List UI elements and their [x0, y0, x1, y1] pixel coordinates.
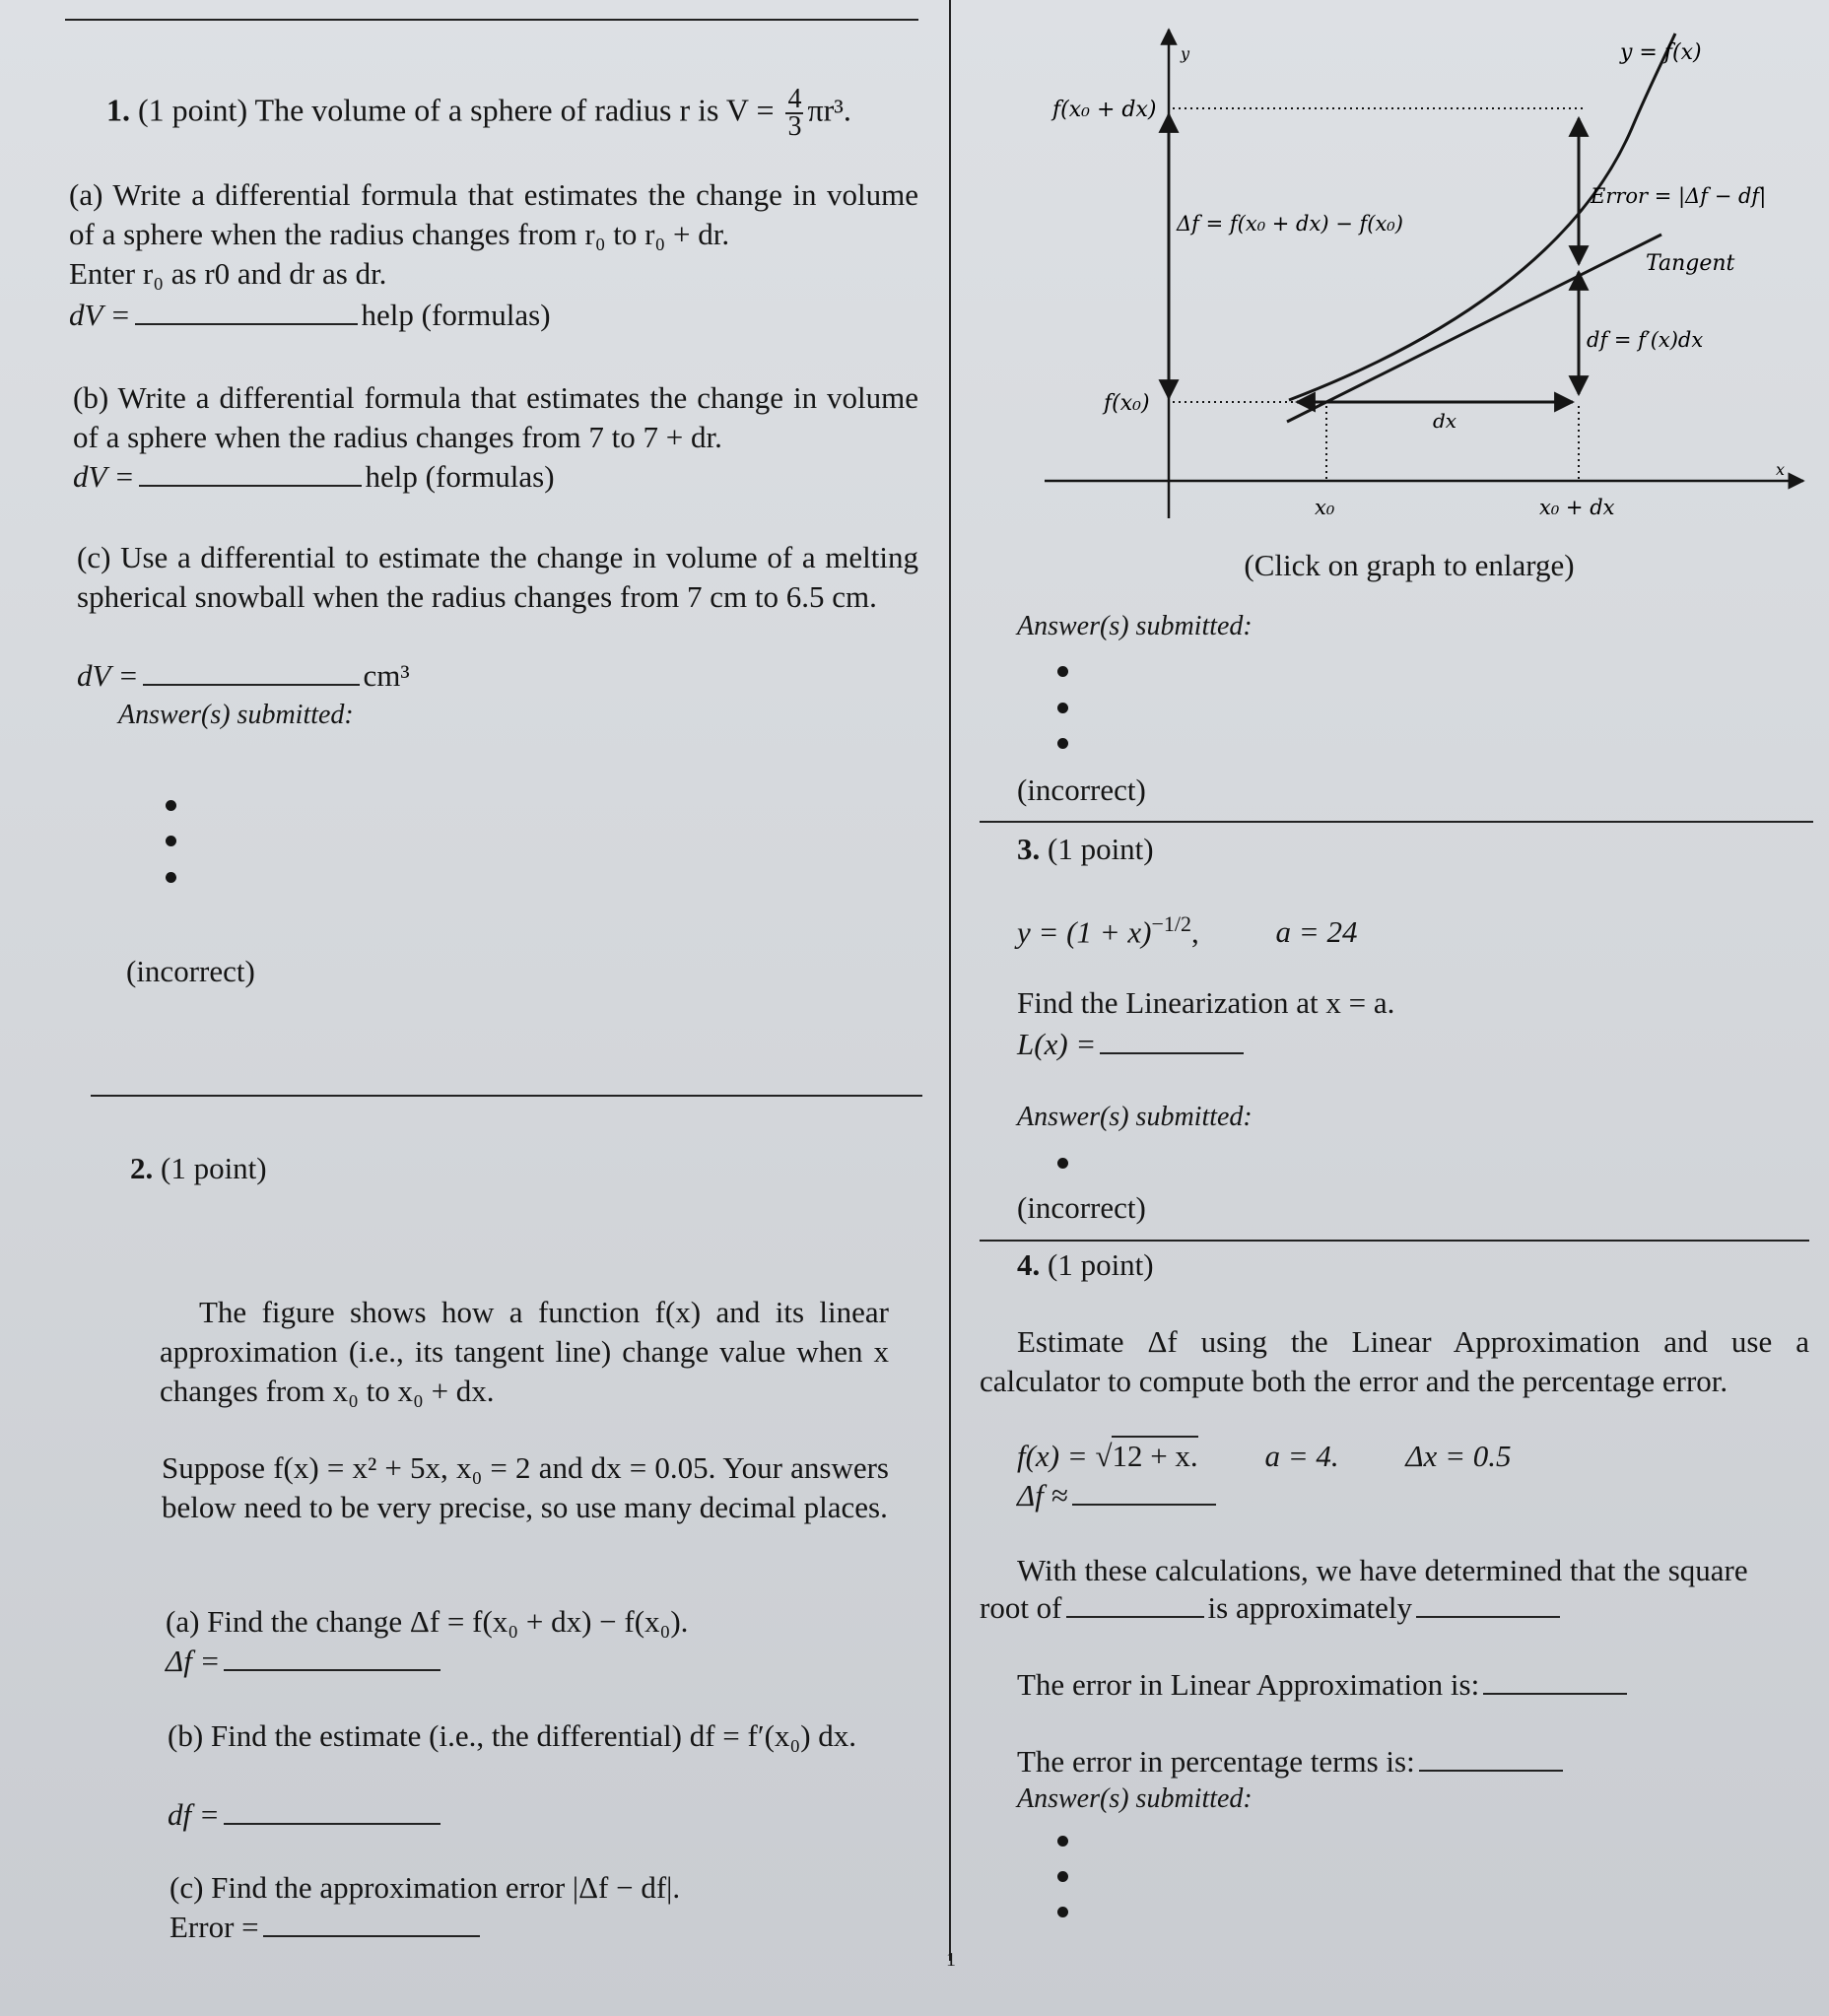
df-label: df = f′(x)dx: [1587, 328, 1704, 352]
problem-number: 3.: [1017, 832, 1041, 866]
top-value-label: f(x₀ + dx): [1052, 98, 1157, 122]
section-rule: [91, 1095, 922, 1097]
help-link[interactable]: help (formulas): [361, 298, 551, 332]
bullet: [1057, 1836, 1068, 1847]
p2-part-c-text: (c) Find the approximation error |Δf − df|.: [169, 1870, 681, 1905]
answer-blank-4d[interactable]: [1483, 1693, 1627, 1695]
p3-submitted-label: Answer(s) submitted:: [1017, 1102, 1253, 1132]
equation-y: y = (1 + x): [1017, 914, 1152, 950]
answer-label: df =: [168, 1797, 220, 1832]
dx-label: dx: [1433, 409, 1457, 433]
answer-label: Δf =: [166, 1644, 221, 1678]
x-axis-label: x: [1776, 460, 1786, 479]
p2-description: The figure shows how a function f(x) and its linear approximation (i.e., its tangent line) change value when x changes from x₀ to x₀ + dx.: [160, 1295, 889, 1408]
equation-exponent: −1/2: [1151, 911, 1192, 936]
answer-label: Error =: [169, 1910, 259, 1944]
top-rule: [65, 19, 918, 21]
p1-part-b-answer: [73, 457, 918, 497]
calc-root-of: root of: [980, 1590, 1062, 1625]
problem-number: 2.: [130, 1151, 154, 1185]
bullet: [166, 836, 176, 846]
x0-label: x₀: [1315, 496, 1335, 519]
answer-label: dV =: [73, 459, 135, 494]
bullet: [1057, 1907, 1068, 1917]
problem-number: 4.: [1017, 1247, 1041, 1282]
answer-blank-1b[interactable]: [139, 485, 362, 487]
p4-calc-line1: With these calculations, we have determined that the square: [1017, 1553, 1748, 1587]
p2-status: (incorrect): [1017, 773, 1146, 807]
graph-caption[interactable]: (Click on graph to enlarge): [1244, 548, 1575, 582]
p1-part-a-answer: [69, 296, 918, 335]
p4-error-line: [1017, 1665, 1805, 1705]
problem-4-header: [1017, 1245, 1154, 1285]
answer-blank-2c[interactable]: [263, 1935, 480, 1937]
problem-3-header: [1017, 830, 1154, 869]
answer-blank-3[interactable]: [1100, 1052, 1244, 1054]
p3-equation: $y = (1 + x)^{-1/2}$, a = 24: [1017, 911, 1358, 950]
problem-points: (1 point): [1048, 1247, 1154, 1282]
bullet: [1057, 738, 1068, 749]
answer-label: L(x) =: [1017, 1027, 1097, 1061]
bullet: [1057, 1158, 1068, 1169]
p2-part-a-answer: [166, 1642, 889, 1681]
value-dx: Δx = 0.5: [1405, 1439, 1512, 1473]
p3-status: (incorrect): [1017, 1190, 1146, 1225]
linear-approximation-graph[interactable]: [1025, 20, 1813, 532]
fx0-label: f(x₀): [1104, 391, 1150, 416]
p2-submitted-label: Answer(s) submitted:: [1017, 611, 1253, 641]
p4-text: Estimate Δf using the Linear Approximation and use a calculator to compute both the error and the percentage error.: [980, 1324, 1809, 1398]
problem-1-header: [106, 84, 934, 142]
problem-points: (1 point): [138, 92, 248, 128]
p2-part-b-text: (b) Find the estimate (i.e., the differential) df = f′(x₀) dx.: [168, 1718, 857, 1753]
bullet: [166, 872, 176, 883]
p1-part-b-text: (b) Write a differential formula that estimates the change in volume of a sphere when the radius changes from 7 to 7 + dr.: [73, 380, 918, 454]
answer-blank-4a[interactable]: [1072, 1504, 1216, 1506]
answer-label: Δf ≈: [1017, 1478, 1068, 1512]
p1-submitted-label: Answer(s) submitted:: [118, 700, 354, 730]
problem-points: (1 point): [161, 1151, 267, 1185]
tangent-label: Tangent: [1646, 251, 1735, 276]
bullet: [1057, 666, 1068, 677]
unit-label: cm³: [363, 658, 410, 693]
p1-part-c-answer: [77, 656, 918, 696]
function-lhs: f(x) = √: [1017, 1439, 1113, 1473]
p2-suppose: Suppose f(x) = x² + 5x, x₀ = 2 and dx = 0.05. Your answers below need to be very precise, so use many decimal places.: [162, 1450, 889, 1524]
p1-part-a-text: (a) Write a differential formula that estimates the change in volume of a sphere when the radius changes from r₀ to r₀ + dr.: [69, 177, 918, 251]
p2-part-c-answer: [169, 1908, 889, 1947]
error-label: Error = |Δf − df|: [1591, 184, 1767, 208]
formula-tail: πr³.: [807, 92, 851, 128]
calc-approx: is approximately: [1207, 1590, 1412, 1625]
fraction: $\frac{4}{3}$: [787, 84, 802, 142]
answer-blank-1c[interactable]: [143, 684, 360, 686]
answer-blank-4e[interactable]: [1419, 1770, 1563, 1772]
column-divider: [949, 0, 951, 1961]
p3-answer: [1017, 1025, 1766, 1064]
answer-blank-1a[interactable]: [135, 323, 358, 325]
p1-part-a-enter: Enter r₀ as r0 and dr as dr.: [69, 256, 387, 291]
pct-text: The error in percentage terms is:: [1017, 1744, 1415, 1779]
help-link[interactable]: help (formulas): [365, 459, 555, 494]
error-text: The error in Linear Approximation is:: [1017, 1667, 1480, 1702]
p3-find: Find the Linearization at x = a.: [1017, 985, 1395, 1020]
p4-df-answer: [1017, 1476, 1766, 1515]
answer-label: dV =: [77, 658, 139, 693]
p2-part-b-answer: [168, 1795, 889, 1835]
equation-a: a = 24: [1275, 914, 1358, 950]
curve-label: y = f(x): [1620, 40, 1702, 65]
delta-f-label: Δf = f(x₀ + dx) − f(x₀): [1177, 212, 1403, 235]
x0dx-label: x₀ + dx: [1539, 496, 1615, 519]
bullet: [166, 800, 176, 811]
problem-number: 1.: [106, 92, 130, 128]
p4-calc-line2: [980, 1588, 1809, 1628]
radicand: 12 + x.: [1112, 1436, 1197, 1473]
problem-intro: The volume of a sphere of radius r is V =: [254, 92, 775, 128]
answer-blank-2b[interactable]: [224, 1823, 440, 1825]
y-axis-label: y: [1181, 44, 1190, 63]
p1-part-c-text: (c) Use a differential to estimate the change in volume of a melting spherical snowball when the radius changes from 7 cm to 6.5 cm.: [77, 540, 918, 614]
answer-blank-2a[interactable]: [224, 1669, 440, 1671]
answer-blank-4b[interactable]: [1066, 1616, 1204, 1618]
bullet: [1057, 703, 1068, 713]
page-number: 1: [946, 1949, 956, 1971]
answer-blank-4c[interactable]: [1416, 1616, 1560, 1618]
problem-points: (1 point): [1048, 832, 1154, 866]
section-rule: [980, 1240, 1809, 1242]
p4-function: [1017, 1437, 1805, 1476]
p2-part-a-text: (a) Find the change Δf = f(x₀ + dx) − f(x₀).: [166, 1604, 689, 1639]
p4-submitted-label: Answer(s) submitted:: [1017, 1783, 1253, 1814]
p4-pct-line: [1017, 1742, 1805, 1781]
answer-label: dV =: [69, 298, 131, 332]
bullet: [1057, 1871, 1068, 1882]
problem-2-header: [130, 1149, 267, 1188]
p1-status: (incorrect): [126, 954, 255, 988]
section-rule: [980, 821, 1813, 823]
value-a: a = 4.: [1264, 1439, 1339, 1473]
